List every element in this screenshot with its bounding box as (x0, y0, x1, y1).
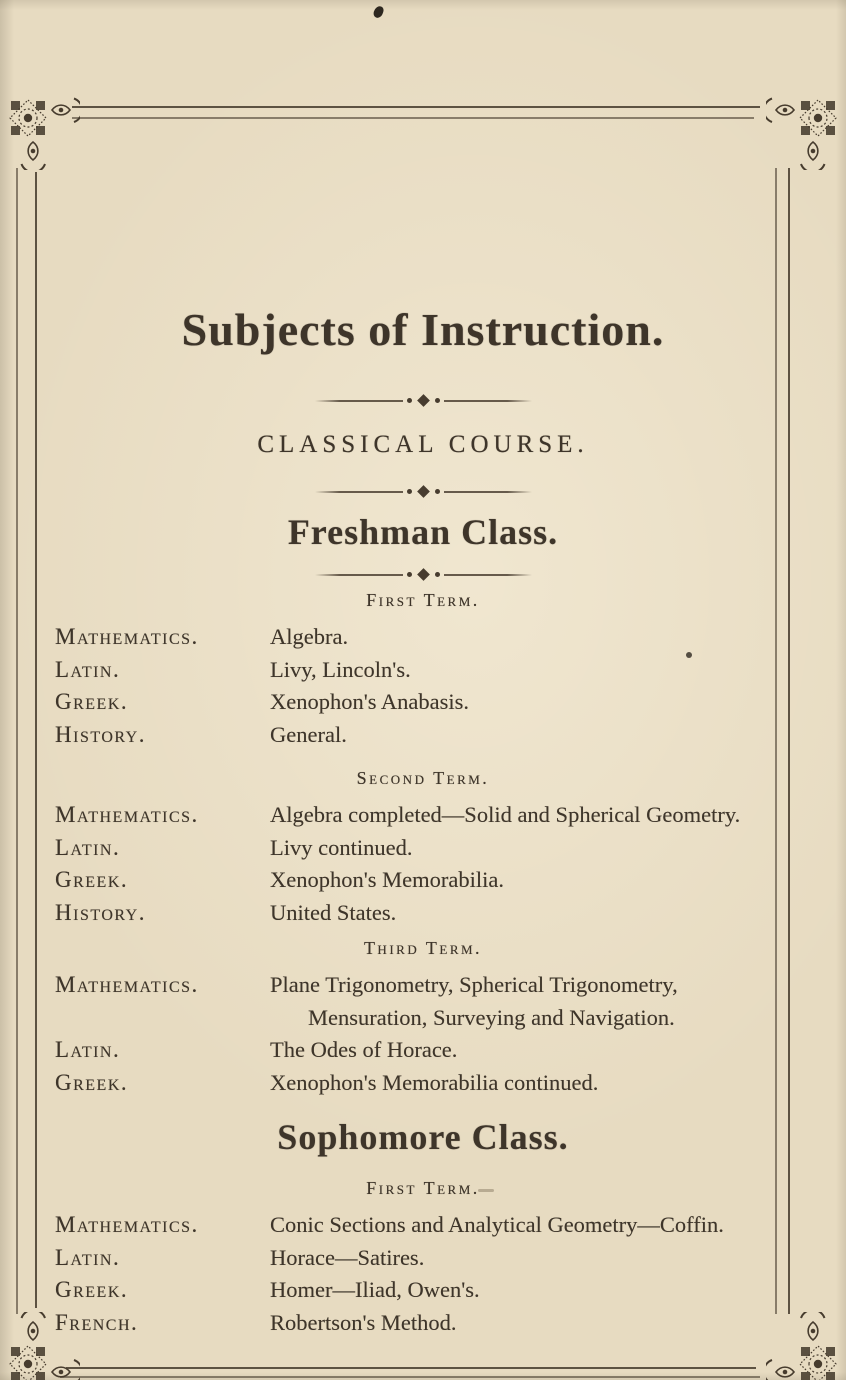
course-description: Horace—Satires. (270, 1244, 425, 1270)
divider-dot (407, 398, 412, 403)
frame-bottom-outer-line (60, 1376, 760, 1378)
subject-label: Greek. (55, 1069, 129, 1095)
course-description: Algebra. (270, 624, 349, 649)
subject-label: Mathematics. (55, 624, 199, 649)
course-row (55, 969, 791, 1034)
course-description: Robertson's Method. (270, 1309, 457, 1335)
subject-label: History. (55, 721, 146, 747)
subject-label: Mathematics. (55, 802, 199, 827)
subject-label: Greek. (55, 689, 129, 714)
divider-dot (435, 572, 440, 577)
course-description: Xenophon's Memorabilia continued. (270, 1069, 599, 1095)
frame-bottom-inner-line (66, 1367, 756, 1369)
course-row (55, 719, 791, 752)
divider-diamond (417, 485, 430, 498)
subject-label: Greek. (55, 1277, 129, 1302)
subject-label: Greek. (55, 867, 129, 892)
page-title: Subjects of Instruction. (181, 304, 665, 355)
course-row (55, 1034, 791, 1067)
subject-label: Mathematics. (55, 1212, 199, 1237)
divider-dot (407, 572, 412, 577)
course-description: Livy continued. (270, 834, 413, 860)
divider-dot (407, 489, 412, 494)
course-description: Livy, Lincoln's. (270, 656, 411, 682)
class-heading-sophomore: Sophomore Class. (277, 1117, 569, 1157)
term-rows (55, 621, 791, 751)
subject-label: Latin. (55, 656, 121, 682)
course-row (55, 897, 791, 930)
class-heading-freshman: Freshman Class. (287, 512, 559, 552)
course-description: Homer—Iliad, Owen's. (270, 1277, 480, 1302)
subject-label: Latin. (55, 1244, 121, 1270)
course-description: Plane Trigonometry, Spherical Trigonometry, Mensuration, Surveying and Navigation. (270, 972, 678, 1030)
term-heading-second: Second Term. (356, 768, 490, 788)
course-description: General. (270, 721, 347, 747)
subject-label: History. (55, 899, 146, 925)
term-heading-first: First Term. (366, 1178, 480, 1198)
page-content (55, 0, 791, 1339)
course-heading: CLASSICAL COURSE. (257, 431, 589, 458)
frame-left-outer-line (16, 168, 18, 1314)
section-divider (55, 394, 791, 407)
divider-dot (435, 398, 440, 403)
course-row (55, 1242, 791, 1275)
course-description: Algebra completed—Solid and Spherical Geometry. (270, 802, 741, 827)
course-row (55, 686, 791, 719)
term-rows (55, 799, 791, 929)
class-section-sophomore (55, 1113, 791, 1339)
course-row (55, 1307, 791, 1340)
divider-line-right (444, 574, 532, 576)
course-description: Conic Sections and Analytical Geometry—Coffin. (270, 1212, 724, 1237)
section-divider (55, 568, 791, 581)
subject-label: French. (55, 1309, 139, 1335)
course-description: The Odes of Horace. (270, 1037, 458, 1062)
divider-line-left (315, 574, 403, 576)
divider-line-left (315, 491, 403, 493)
subject-label: Mathematics. (55, 972, 199, 997)
term-heading-first: First Term. (366, 590, 480, 610)
divider-line-right (444, 400, 532, 402)
course-row (55, 799, 791, 832)
course-row (55, 1067, 791, 1100)
course-description: Xenophon's Memorabilia. (270, 867, 505, 892)
course-description: Xenophon's Anabasis. (270, 689, 470, 714)
course-description: United States. (270, 899, 397, 925)
divider-diamond (417, 568, 430, 581)
subject-label: Latin. (55, 1037, 121, 1062)
subject-label: Latin. (55, 834, 121, 860)
course-row (55, 621, 791, 654)
class-section-freshman (55, 508, 791, 1099)
course-row (55, 654, 791, 687)
term-heading-third: Third Term. (363, 938, 483, 958)
course-row (55, 832, 791, 865)
section-divider (55, 485, 791, 498)
term-rows (55, 969, 791, 1099)
course-row (55, 1274, 791, 1307)
frame-left-inner-line (35, 172, 37, 1308)
divider-line-left (315, 400, 403, 402)
term-rows (55, 1209, 791, 1339)
divider-dot (435, 489, 440, 494)
course-row (55, 1209, 791, 1242)
divider-line-right (444, 491, 532, 493)
divider-diamond (417, 394, 430, 407)
course-row (55, 864, 791, 897)
